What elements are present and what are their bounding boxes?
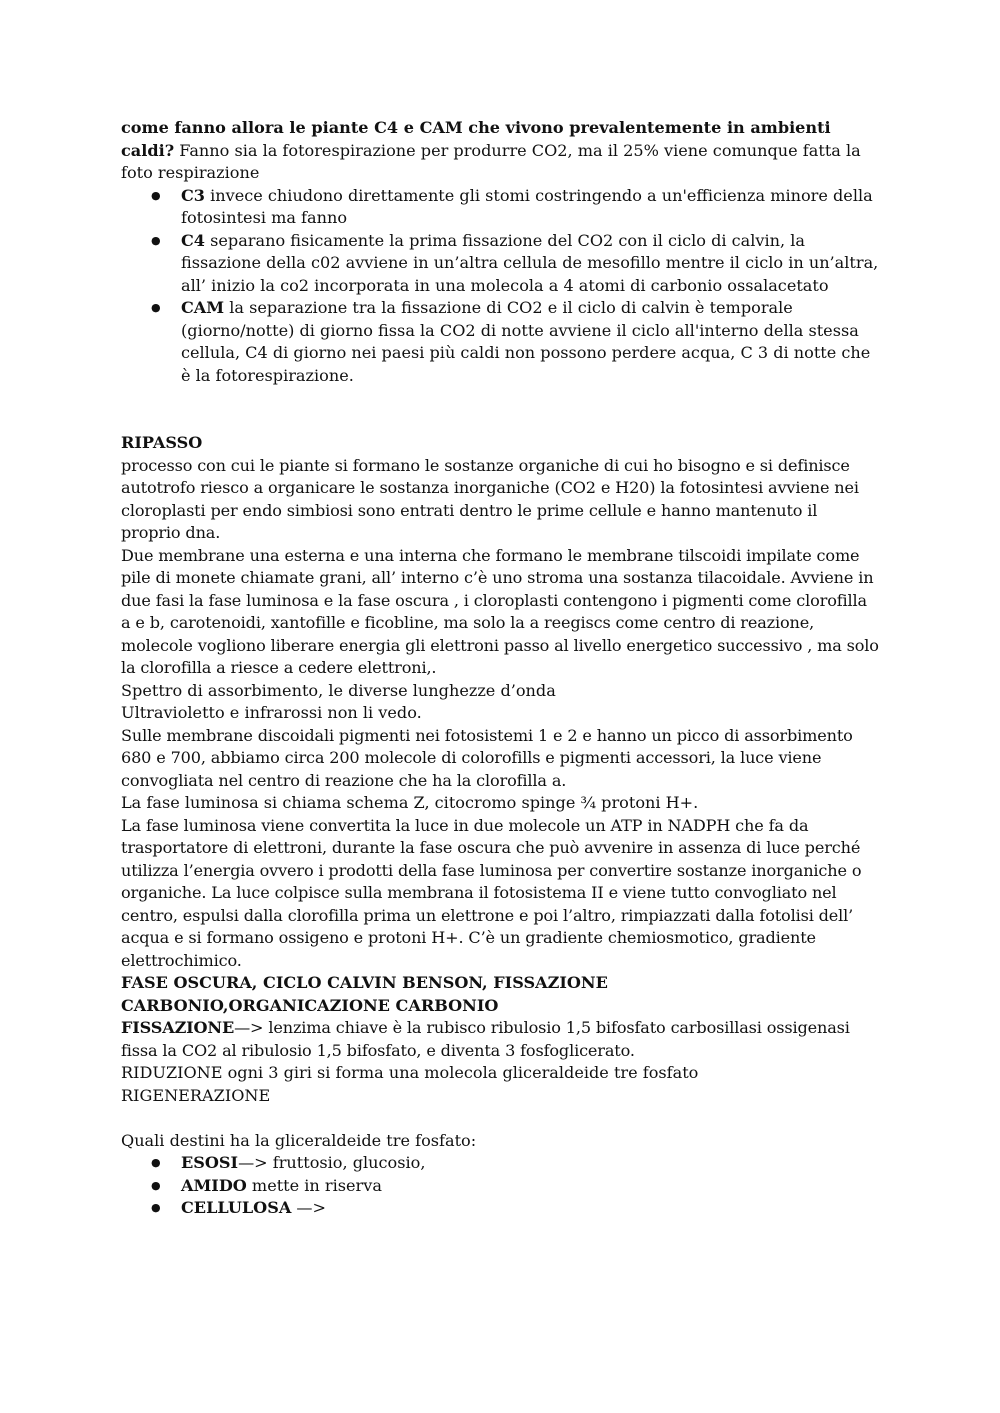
ripasso-paragraph-2: Due membrane una esterna e una interna che formano le membrane tilscoidi impilate come pile di monete chiamate grani, all’ interno c’è uno stroma una sostanza tilacoidale. Avviene in due fasi la fase luminosa e la fase oscura , i cloroplasti contengono i pigmenti come clorofilla a e b, carotenoidi, xantofille e ficobline, ma solo la a reegiscs come centro di reazione, molecole vogliono liberare energia gli elettroni passo al livello energetico successivo , ma solo la clorofilla a riesce a cedere elettroni,. — [121, 545, 879, 677]
ripasso-paragraph-1: processo con cui le piante si formano le sostanze organiche di cui ho bisogno e si definisce autotrofo riesco a organicare le sostanza inorganiche (CO2 e H20) la fotosintesi avviene nei cloroplasti per endo simbiosi sono entrati dentro le prime cellule e hanno mantenuto il proprio dna. — [121, 455, 859, 542]
ripasso-paragraph-5: Sulle membrane discoidali pigmenti nei fotosistemi 1 e 2 e hanno un picco di assorbimento 680 e 700, abbiamo circa 200 molecole di colorofills e pigmenti accessori, la luce viene convogliata nel centro di reazione che ha la clorofilla a. — [121, 725, 853, 790]
fase-oscura-heading-text: FASE OSCURA, CICLO CALVIN BENSON, FISSAZIONE CARBONIO,ORGANICAZIONE CARBONIO — [121, 973, 608, 1015]
ripasso-paragraph-7: La fase luminosa viene convertita la luce in due molecole un ATP in NADPH che fa da trasportatore di elettroni, durante la fase oscura che può avvenire in assenza di luce perché utilizza l’energia ovvero i prodotti della fase luminosa per convertire sostanze inorganiche o organiche. La luce colpisce sulla membrana il fotosistema II e viene tutto convogliato nel centro, espulsi dalla clorofilla prima un elettrone e poi l’altro, rimpiazzati dalla fotolisi dell’ acqua e si formano ossigeno e protoni H+. C’è un gradiente chemiosmotico, gradiente elettrochimico. — [121, 815, 862, 970]
plant-types-list — [121, 185, 881, 388]
ripasso-heading — [121, 432, 881, 455]
list-item-c3 — [181, 185, 881, 230]
rigenerazione-paragraph: RIGENERAZIONE — [121, 1085, 271, 1105]
intro-answer: Fanno sia la fotorespirazione per produrre CO2, ma il 25% viene comunque fatta la foto respirazione — [121, 140, 861, 182]
fase-oscura-heading — [121, 972, 881, 1017]
term-esosi: ESOSI — [181, 1153, 239, 1172]
spacer — [121, 387, 881, 432]
term-cam: CAM — [181, 298, 225, 317]
term-amido: AMIDO — [181, 1175, 247, 1195]
ripasso-paragraph-3: Spettro di assorbimento, le diverse lunghezze d’onda — [121, 680, 556, 700]
ripasso-paragraph-4: Ultravioletto e infrarossi non li vedo. — [121, 703, 422, 722]
term-cellulosa: CELLULOSA — [181, 1198, 292, 1217]
riduzione-paragraph: RIDUZIONE ogni 3 giri si forma una molecola gliceraldeide tre fosfato — [121, 1063, 699, 1082]
list-item-amido — [181, 1175, 881, 1198]
ripasso-heading-text: RIPASSO — [121, 433, 203, 452]
text-amido: mette in riserva — [246, 1175, 382, 1195]
text-cam: la separazione tra la fissazione di CO2 e il ciclo di calvin è temporale (giorno/notte) di giorno fissa la CO2 di notte avviene il ciclo all'interno della stessa cellula, C4 di giorno nei paesi più caldi non possono perdere acqua, C 3 di notte che è la fotorespirazione. — [181, 298, 871, 385]
list-item-esosi — [181, 1152, 881, 1175]
intro-paragraph — [121, 117, 881, 185]
destini-question: Quali destini ha la gliceraldeide tre fosfato: — [121, 1130, 477, 1150]
text-cellulosa: —> — [291, 1198, 327, 1217]
term-c4: C4 — [181, 230, 206, 250]
list-item-c4 — [181, 230, 881, 298]
fissazione-text: —> lenzima chiave è la rubisco ribulosio 1,5 bifosfato carbosillasi ossigenasi fissa la CO2 al ribulosio 1,5 bifosfato, e diventa 3 fosfoglicerato. — [121, 1018, 850, 1060]
term-c3: C3 — [181, 185, 206, 205]
list-item-cellulosa — [181, 1197, 881, 1220]
destini-list — [121, 1152, 881, 1220]
text-c4: separano fisicamente la prima fissazione del CO2 con il ciclo di calvin, la fissazione della c02 avviene in un’altra cellula de mesofillo mentre il ciclo in un’altra, all’ inizio la co2 incorporata in una molecola a 4 atomi di carbonio ossalacetato — [181, 230, 879, 295]
spacer — [121, 1107, 881, 1130]
text-esosi: —> fruttosio, glucosio, — [238, 1153, 426, 1172]
fissazione-paragraph — [121, 1017, 881, 1062]
text-c3: invece chiudono direttamente gli stomi costringendo a un'efficienza minore della fotosintesi ma fanno — [181, 185, 873, 227]
ripasso-paragraph-6: La fase luminosa si chiama schema Z, citocromo spinge ¾ protoni H+. — [121, 793, 699, 812]
fissazione-term: FISSAZIONE — [121, 1018, 235, 1037]
intro-question: come fanno allora le piante C4 e CAM che vivono prevalentemente in ambienti caldi? — [121, 118, 831, 160]
list-item-cam — [181, 297, 881, 387]
document-page — [121, 117, 881, 1220]
